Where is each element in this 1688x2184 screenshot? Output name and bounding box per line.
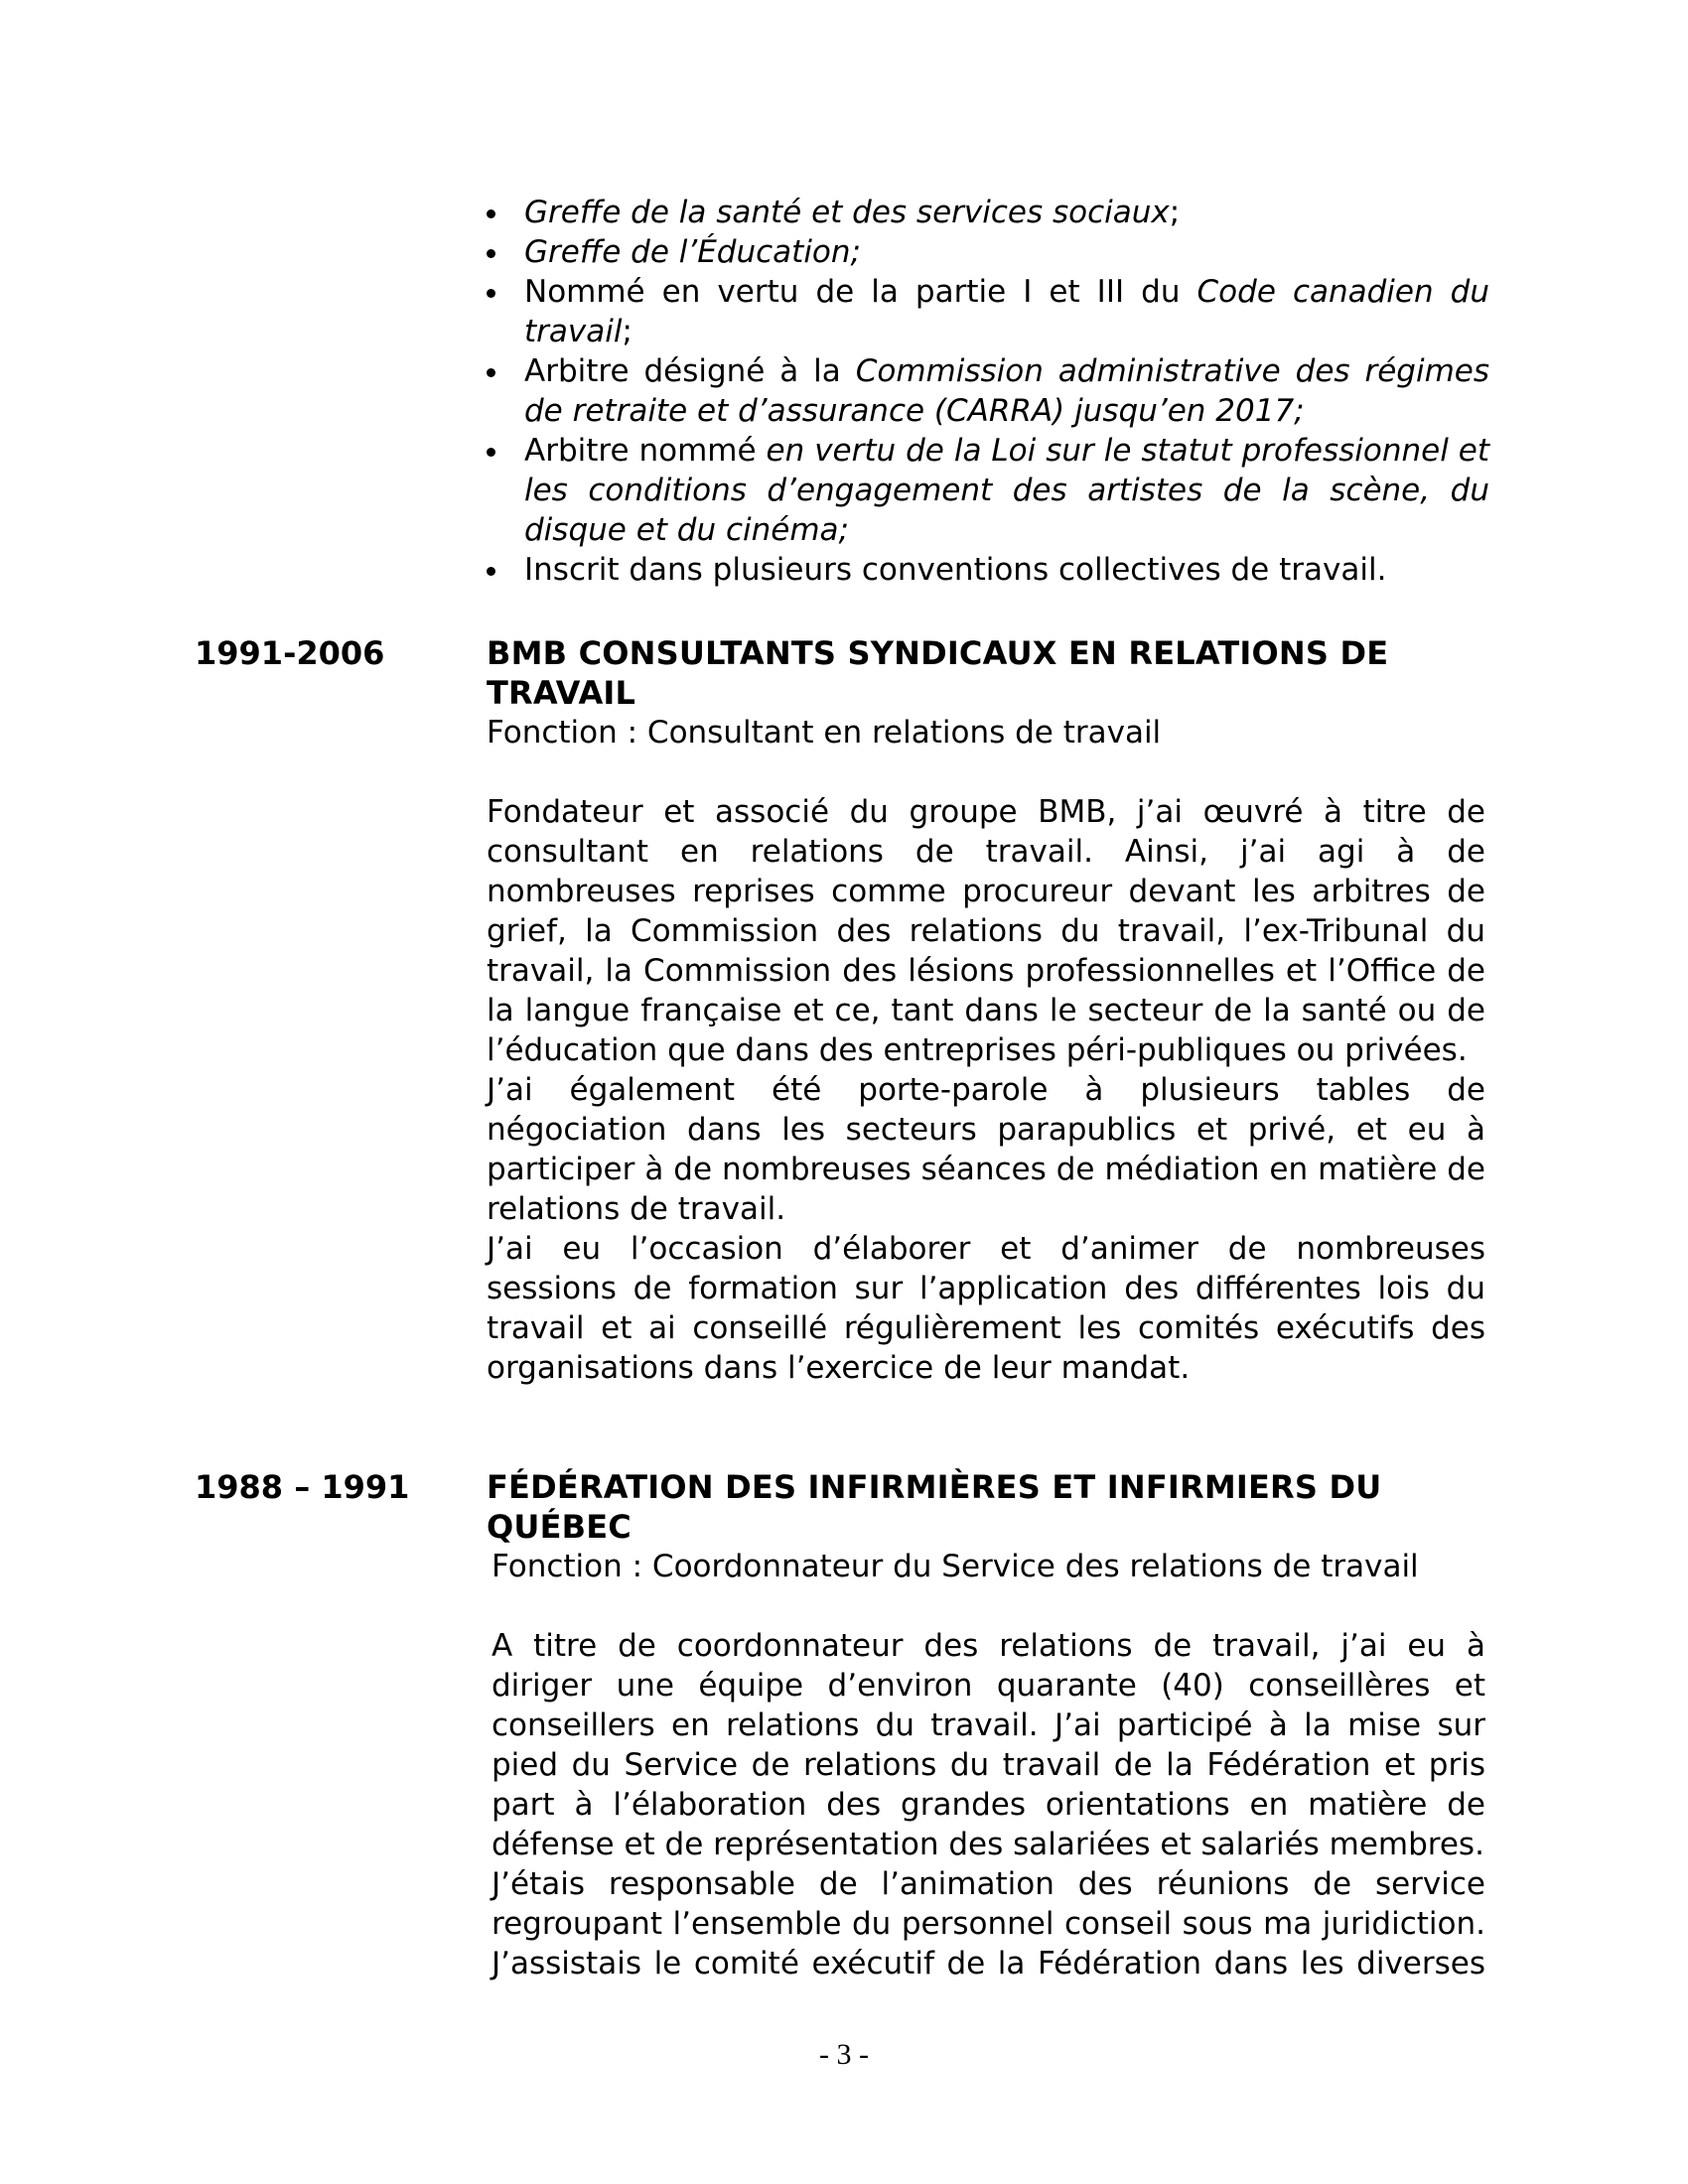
bullet-item [485,431,1489,550]
bullet-text: Nommé en vertu de la partie I et III du [524,274,1197,310]
bullet-item [485,232,1489,272]
bullet-item [485,272,1489,351]
bullet-text: Arbitre désigné à la [524,353,856,389]
bullet-text: Greffe de la santé et des services sociaux [524,195,1170,230]
job-function: Fonction : Consultant en relations de travail [487,715,1162,751]
description-paragraph: Fondateur et associé du groupe BMB, j’ai œuvré à titre de consultant en relations de travail. Ainsi, j’ai agi à de nombreuses reprises comme procureur devant les arbitres de grief, la Commission des relations du travail, l’ex-Tribunal du travail, la Commission des lésions professionnelles et l’Office de la langue française et ce, tant dans le secteur de la santé ou de l’éducation que dans des entreprises péri-publiques ou privées. [487,794,1485,1068]
bullet-text: Arbitre nommé [524,433,767,469]
bullet-text: Commission administrative des régimes de retraite et d’assurance (CARRA) jusqu’en 2017; [524,353,1489,429]
description-paragraph: J’ai eu l’occasion d’élaborer et d’animer de nombreuses sessions de formation sur l’application des différentes lois du travail et ai conseillé régulièrement les comités exécutifs des organisations dans l’exercice de leur mandat. [487,1231,1485,1386]
bullet-text: Inscrit dans plusieurs conventions collectives de travail. [524,552,1387,588]
organization-name: BMB CONSULTANTS SYNDICAUX EN RELATIONS DE TRAVAIL [487,634,1389,712]
organization-name: FÉDÉRATION DES INFIRMIÈRES ET INFIRMIERS DU QUÉBEC [487,1468,1382,1546]
bullet-text: ; [622,314,633,349]
bullet-text: en vertu de la Loi sur le statut professionnel et les conditions d’engagement des artistes de la scène, du disque et du cinéma; [524,433,1489,548]
employment-entry [487,1467,1485,1983]
entry-date: 1991-2006 [195,634,385,672]
bullet-item [485,351,1489,431]
bullet-text: Code canadien du travail [524,274,1490,349]
description-paragraph: A titre de coordonnateur des relations de travail, j’ai eu à diriger une équipe d’environ quarante (40) conseillères et conseillers en relations du travail. J’ai participé à la mise sur pied du Service de relations du travail de la Fédération et pris part à l’élaboration des grandes orientations en matière de défense et de représentation des salariées et salariés membres. [492,1628,1485,1862]
entry-date: 1988 – 1991 [195,1468,410,1506]
employment-entry [487,633,1485,1388]
bullet-text: Greffe de l’Éducation; [524,234,861,270]
bullet-text: ; [1169,195,1181,230]
page-number: - 3 - [819,2038,869,2071]
description-paragraph: J’étais responsable de l’animation des réunions de service regroupant l’ensemble du personnel conseil sous ma juridiction. J’assistais le comité exécutif de la Fédération dans les diverses [492,1866,1485,1981]
arbitration-appointments-list [485,193,1489,590]
bullet-item [485,550,1489,590]
description-paragraph: J’ai également été porte-parole à plusieurs tables de négociation dans les secteurs parapublics et privé, et eu à participer à de nombreuses séances de médiation en matière de relations de travail. [487,1072,1485,1227]
bullet-item [485,193,1489,232]
job-function: Fonction : Coordonnateur du Service des relations de travail [492,1549,1419,1584]
